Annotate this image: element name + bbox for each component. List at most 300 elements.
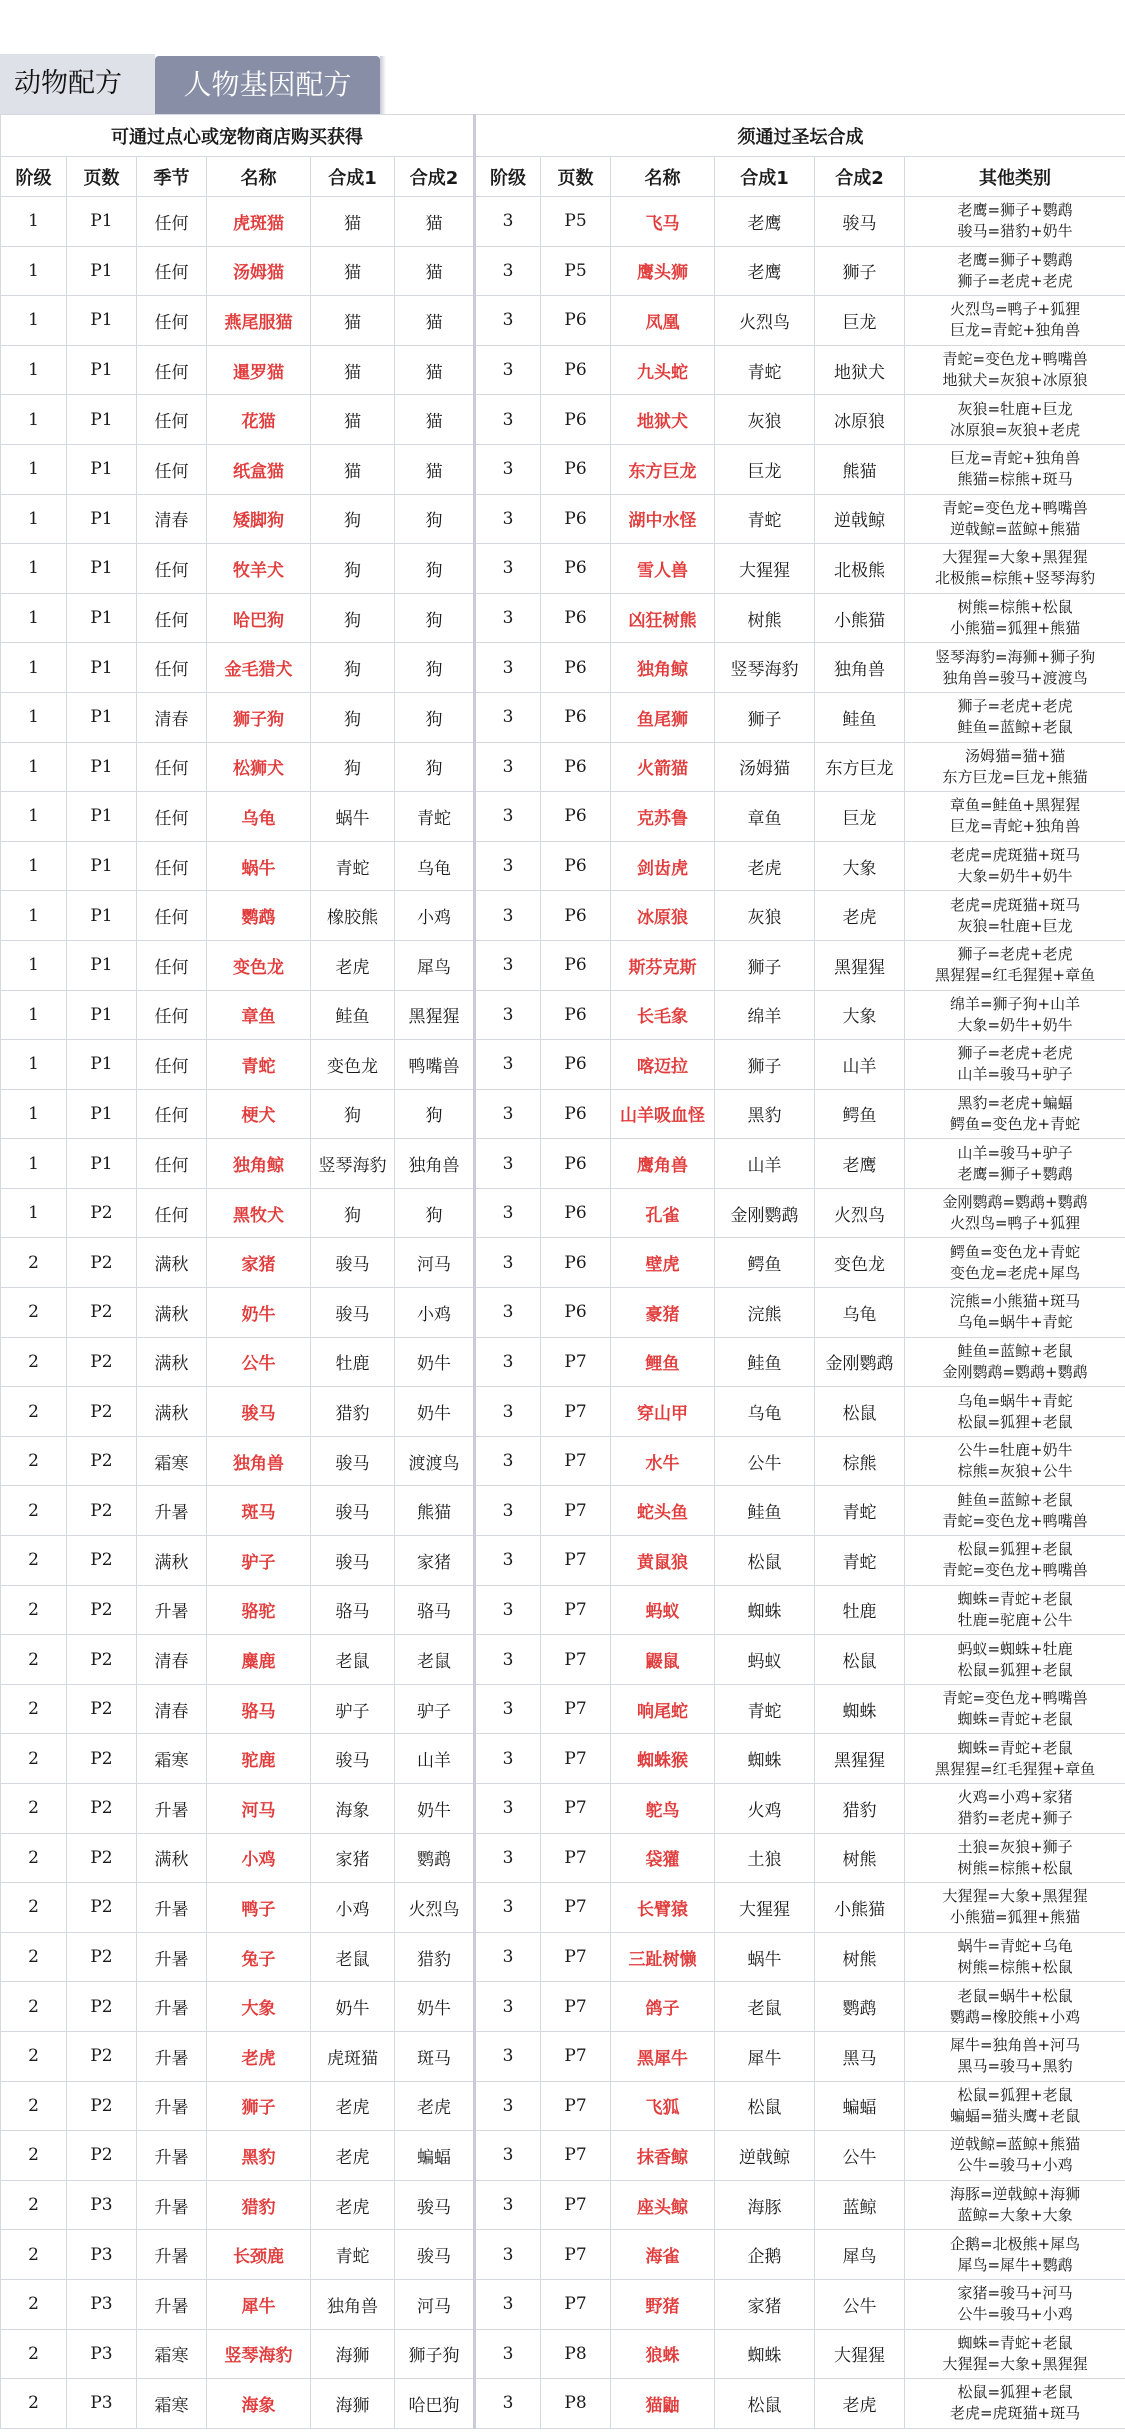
left-page: P2	[67, 1387, 137, 1437]
right-ingredient-2: 松鼠	[815, 1387, 905, 1437]
left-animal-name: 犀牛	[207, 2279, 311, 2329]
left-page: P2	[67, 1684, 137, 1734]
table-row	[1, 2379, 1125, 2429]
right-tier: 3	[475, 2180, 541, 2230]
table-row	[1, 1784, 1125, 1834]
right-animal-name: 豪猪	[611, 1288, 715, 1338]
other-recipes	[905, 1288, 1125, 1338]
left-animal-name: 松狮犬	[207, 742, 311, 792]
sub-recipe: 老鹰=狮子+鹦鹉	[957, 201, 1073, 220]
left-tier: 1	[1, 1089, 67, 1139]
left-ingredient-1: 狗	[311, 1188, 395, 1238]
left-page: P2	[67, 2031, 137, 2081]
left-tier: 1	[1, 990, 67, 1040]
right-page: P6	[541, 643, 611, 693]
sub-recipe: 公牛=牡鹿+奶牛	[957, 1441, 1073, 1460]
right-ingredient-1: 松鼠	[715, 2081, 815, 2131]
right-page: P6	[541, 1188, 611, 1238]
right-animal-name: 座头鲸	[611, 2180, 715, 2230]
left-page: P1	[67, 891, 137, 941]
right-tier: 3	[475, 2081, 541, 2131]
right-ingredient-2: 巨龙	[815, 792, 905, 842]
left-animal-name: 虎斑猫	[207, 197, 311, 247]
section-altar-synthesis: 须通过圣坛合成	[475, 115, 1125, 157]
sub-recipe: 公牛=骏马+小鸡	[957, 2305, 1073, 2324]
table-row	[1, 1288, 1125, 1338]
right-animal-name: 鱼尾狮	[611, 692, 715, 742]
right-ingredient-2: 松鼠	[815, 1635, 905, 1685]
left-tier: 2	[1, 1784, 67, 1834]
left-ingredient-1: 猫	[311, 444, 395, 494]
sub-recipe: 犀牛=独角兽+河马	[949, 2036, 1081, 2055]
sub-recipe: 蚂蚁=蜘蛛+牡鹿	[957, 1639, 1073, 1658]
left-page: P2	[67, 1486, 137, 1536]
left-ingredient-2: 小鸡	[395, 1288, 475, 1338]
right-tier: 3	[475, 345, 541, 395]
right-tier: 3	[475, 1536, 541, 1586]
left-ingredient-2: 狗	[395, 742, 475, 792]
other-recipes	[905, 692, 1125, 742]
right-tier: 3	[475, 2279, 541, 2329]
table-row	[1, 742, 1125, 792]
right-ingredient-2: 金刚鹦鹉	[815, 1337, 905, 1387]
left-tier: 2	[1, 1238, 67, 1288]
left-ingredient-2: 山羊	[395, 1734, 475, 1784]
left-season: 升暑	[137, 2081, 207, 2131]
left-page: P2	[67, 1883, 137, 1933]
left-page: P2	[67, 1734, 137, 1784]
left-page: P2	[67, 1833, 137, 1883]
sub-recipe: 青蛇=变色龙+鸭嘴兽	[942, 1561, 1088, 1580]
right-ingredient-1: 逆戟鲸	[715, 2131, 815, 2181]
table-row	[1, 2279, 1125, 2329]
right-ingredient-2: 鲑鱼	[815, 692, 905, 742]
right-ingredient-2: 青蛇	[815, 1536, 905, 1586]
left-ingredient-1: 猫	[311, 197, 395, 247]
left-season: 满秋	[137, 1337, 207, 1387]
right-ingredient-1: 松鼠	[715, 1536, 815, 1586]
sub-recipe: 青蛇=变色龙+鸭嘴兽	[942, 1511, 1088, 1530]
left-animal-name: 狮子	[207, 2081, 311, 2131]
left-tier: 1	[1, 643, 67, 693]
right-animal-name: 喀迈拉	[611, 1040, 715, 1090]
right-page: P6	[541, 395, 611, 445]
table-row	[1, 1188, 1125, 1238]
left-ingredient-2: 狗	[395, 544, 475, 594]
left-tier: 1	[1, 345, 67, 395]
sub-recipe: 小熊猫=狐狸+熊猫	[949, 1908, 1081, 1927]
left-tier: 1	[1, 395, 67, 445]
sub-recipe: 老虎=虎斑猫+斑马	[949, 2404, 1081, 2423]
left-ingredient-2: 哈巴狗	[395, 2379, 475, 2429]
right-tier: 3	[475, 1387, 541, 1437]
left-season: 任何	[137, 742, 207, 792]
sub-recipe: 蝙蝠=猫头鹰+老鼠	[949, 2106, 1081, 2125]
sub-recipe: 大猩猩=大象+黑猩猩	[942, 2354, 1088, 2373]
right-page: P6	[541, 1040, 611, 1090]
other-recipes	[905, 1536, 1125, 1586]
other-recipes	[905, 1982, 1125, 2032]
sub-recipe: 大猩猩=大象+黑猩猩	[942, 1887, 1088, 1906]
right-page: P6	[541, 1089, 611, 1139]
sub-recipe: 黑马=骏马+黑豹	[957, 2057, 1073, 2076]
right-ingredient-1: 树熊	[715, 593, 815, 643]
left-season: 任何	[137, 345, 207, 395]
table-row	[1, 1536, 1125, 1586]
left-tier: 1	[1, 940, 67, 990]
left-season: 霜寒	[137, 1436, 207, 1486]
left-season: 任何	[137, 593, 207, 643]
table-row	[1, 1486, 1125, 1536]
other-recipes	[905, 296, 1125, 346]
sub-recipe: 树熊=棕熊+松鼠	[957, 598, 1073, 617]
left-page: P1	[67, 940, 137, 990]
left-season: 任何	[137, 990, 207, 1040]
right-ingredient-2: 逆戟鲸	[815, 494, 905, 544]
right-page: P7	[541, 1635, 611, 1685]
right-page: P6	[541, 1238, 611, 1288]
right-page: P7	[541, 2180, 611, 2230]
sub-recipe: 蜘蛛=青蛇+老鼠	[957, 1738, 1073, 1757]
right-page: P7	[541, 1883, 611, 1933]
right-animal-name: 九头蛇	[611, 345, 715, 395]
sub-recipe: 金刚鹦鹉=鹦鹉+鹦鹉	[942, 1193, 1088, 1212]
header-col-page: 页数	[67, 157, 137, 197]
left-page: P2	[67, 1585, 137, 1635]
left-ingredient-2: 蝙蝠	[395, 2131, 475, 2181]
other-recipes	[905, 1932, 1125, 1982]
other-recipes	[905, 792, 1125, 842]
left-tier: 1	[1, 841, 67, 891]
right-ingredient-1: 火鸡	[715, 1784, 815, 1834]
left-ingredient-1: 老虎	[311, 2131, 395, 2181]
right-tier: 3	[475, 1040, 541, 1090]
tab-animal-recipes[interactable]: 动物配方	[0, 54, 155, 114]
table-row	[1, 643, 1125, 693]
left-ingredient-1: 猫	[311, 345, 395, 395]
right-ingredient-1: 家猪	[715, 2279, 815, 2329]
left-animal-name: 长颈鹿	[207, 2230, 311, 2280]
right-page: P7	[541, 2031, 611, 2081]
left-animal-name: 独角鲸	[207, 1139, 311, 1189]
left-season: 任何	[137, 792, 207, 842]
sub-recipe: 狮子=老虎+老虎	[957, 271, 1073, 290]
sub-recipe: 山羊=骏马+驴子	[957, 1143, 1073, 1162]
right-page: P6	[541, 891, 611, 941]
left-tier: 1	[1, 197, 67, 247]
right-ingredient-2: 犀鸟	[815, 2230, 905, 2280]
left-page: P1	[67, 742, 137, 792]
left-page: P2	[67, 1982, 137, 2032]
right-animal-name: 孔雀	[611, 1188, 715, 1238]
left-animal-name: 骆驼	[207, 1585, 311, 1635]
right-page: P6	[541, 544, 611, 594]
right-ingredient-1: 青蛇	[715, 1684, 815, 1734]
other-recipes	[905, 1337, 1125, 1387]
left-tier: 1	[1, 1188, 67, 1238]
section-purchasable: 可通过点心或宠物商店购买获得	[1, 115, 475, 157]
sub-recipe: 小熊猫=狐狸+熊猫	[949, 619, 1081, 638]
left-page: P1	[67, 841, 137, 891]
table-row	[1, 990, 1125, 1040]
right-ingredient-1: 鳄鱼	[715, 1238, 815, 1288]
right-tier: 3	[475, 296, 541, 346]
right-animal-name: 独角鲸	[611, 643, 715, 693]
right-ingredient-2: 老虎	[815, 2379, 905, 2429]
left-season: 任何	[137, 444, 207, 494]
left-ingredient-1: 变色龙	[311, 1040, 395, 1090]
other-recipes	[905, 1684, 1125, 1734]
left-ingredient-2: 奶牛	[395, 1982, 475, 2032]
header-col-ingredient-1-2: 合成1	[715, 157, 815, 197]
left-ingredient-2: 老虎	[395, 2081, 475, 2131]
left-ingredient-2: 狗	[395, 692, 475, 742]
left-ingredient-2: 奶牛	[395, 1387, 475, 1437]
right-page: P6	[541, 742, 611, 792]
right-ingredient-2: 小熊猫	[815, 1883, 905, 1933]
right-tier: 3	[475, 2230, 541, 2280]
left-ingredient-1: 骏马	[311, 1288, 395, 1338]
sub-recipe: 公牛=骏马+小鸡	[957, 2156, 1073, 2175]
header-col-other: 其他类别	[905, 157, 1125, 197]
tab-bar	[0, 0, 1125, 114]
left-ingredient-1: 家猪	[311, 1833, 395, 1883]
right-page: P7	[541, 2081, 611, 2131]
sub-recipe: 牡鹿=驼鹿+公牛	[957, 1610, 1073, 1629]
left-ingredient-1: 鲑鱼	[311, 990, 395, 1040]
right-ingredient-2: 公牛	[815, 2279, 905, 2329]
sub-recipe: 火烈鸟=鸭子+狐狸	[949, 1214, 1081, 1233]
right-ingredient-1: 竖琴海豹	[715, 643, 815, 693]
other-recipes	[905, 1139, 1125, 1189]
left-ingredient-1: 骏马	[311, 1486, 395, 1536]
sub-recipe: 大猩猩=大象+黑猩猩	[942, 548, 1088, 567]
left-tier: 1	[1, 891, 67, 941]
sub-recipe: 老鼠=蜗牛+松鼠	[957, 1986, 1073, 2005]
right-animal-name: 鲤鱼	[611, 1337, 715, 1387]
left-animal-name: 驴子	[207, 1536, 311, 1586]
left-season: 清春	[137, 1684, 207, 1734]
left-page: P1	[67, 345, 137, 395]
left-season: 清春	[137, 692, 207, 742]
left-animal-name: 竖琴海豹	[207, 2329, 311, 2379]
left-ingredient-1: 海狮	[311, 2329, 395, 2379]
right-animal-name: 冰原狼	[611, 891, 715, 941]
left-ingredient-1: 老虎	[311, 2081, 395, 2131]
left-ingredient-1: 狗	[311, 544, 395, 594]
right-page: P6	[541, 692, 611, 742]
left-ingredient-1: 狗	[311, 593, 395, 643]
sub-recipe: 老鹰=狮子+鹦鹉	[957, 1164, 1073, 1183]
left-ingredient-2: 熊猫	[395, 1486, 475, 1536]
right-tier: 3	[475, 1288, 541, 1338]
sub-recipe: 黑猩猩=红毛猩猩+章鱼	[934, 1759, 1096, 1778]
left-animal-name: 老虎	[207, 2031, 311, 2081]
right-page: P7	[541, 1932, 611, 1982]
right-page: P5	[541, 197, 611, 247]
sub-recipe: 青蛇=变色龙+鸭嘴兽	[942, 350, 1088, 369]
right-ingredient-2: 小熊猫	[815, 593, 905, 643]
left-page: P1	[67, 444, 137, 494]
right-ingredient-1: 浣熊	[715, 1288, 815, 1338]
left-ingredient-2: 老鼠	[395, 1635, 475, 1685]
left-ingredient-1: 虎斑猫	[311, 2031, 395, 2081]
left-season: 任何	[137, 643, 207, 693]
sub-recipe: 蜘蛛=青蛇+老鼠	[957, 1710, 1073, 1729]
left-page: P2	[67, 1635, 137, 1685]
sub-recipe: 黑猩猩=红毛猩猩+章鱼	[934, 966, 1096, 985]
right-animal-name: 雪人兽	[611, 544, 715, 594]
left-animal-name: 独角兽	[207, 1436, 311, 1486]
sub-recipe: 逆戟鲸=蓝鲸+熊猫	[949, 2135, 1081, 2154]
other-recipes	[905, 1486, 1125, 1536]
right-tier: 3	[475, 792, 541, 842]
left-ingredient-2: 骆马	[395, 1585, 475, 1635]
right-ingredient-2: 黑马	[815, 2031, 905, 2081]
other-recipes	[905, 395, 1125, 445]
right-animal-name: 地狱犬	[611, 395, 715, 445]
right-page: P7	[541, 1337, 611, 1387]
left-animal-name: 乌龟	[207, 792, 311, 842]
right-tier: 3	[475, 544, 541, 594]
right-animal-name: 袋獾	[611, 1833, 715, 1883]
left-ingredient-2: 猫	[395, 246, 475, 296]
right-tier: 3	[475, 1684, 541, 1734]
left-ingredient-2: 猫	[395, 345, 475, 395]
right-ingredient-2: 火烈鸟	[815, 1188, 905, 1238]
right-tier: 3	[475, 742, 541, 792]
right-tier: 3	[475, 692, 541, 742]
left-ingredient-1: 猫	[311, 395, 395, 445]
right-ingredient-2: 老虎	[815, 891, 905, 941]
right-tier: 3	[475, 1436, 541, 1486]
right-ingredient-1: 土狼	[715, 1833, 815, 1883]
left-page: P3	[67, 2279, 137, 2329]
left-ingredient-1: 驴子	[311, 1684, 395, 1734]
left-animal-name: 小鸡	[207, 1833, 311, 1883]
table-row	[1, 2180, 1125, 2230]
sub-recipe: 竖琴海豹=海狮+狮子狗	[934, 647, 1096, 666]
table-row	[1, 940, 1125, 990]
left-ingredient-2: 狗	[395, 1188, 475, 1238]
right-tier: 3	[475, 1982, 541, 2032]
right-tier: 3	[475, 1486, 541, 1536]
right-animal-name: 狼蛛	[611, 2329, 715, 2379]
right-page: P7	[541, 1486, 611, 1536]
right-ingredient-2: 大象	[815, 841, 905, 891]
right-ingredient-1: 老鹰	[715, 197, 815, 247]
left-page: P1	[67, 246, 137, 296]
left-season: 任何	[137, 395, 207, 445]
right-ingredient-1: 狮子	[715, 940, 815, 990]
right-page: P6	[541, 1139, 611, 1189]
left-ingredient-2: 狮子狗	[395, 2329, 475, 2379]
other-recipes	[905, 544, 1125, 594]
right-animal-name: 鹰头狮	[611, 246, 715, 296]
sub-recipe: 松鼠=狐狸+老鼠	[957, 1412, 1073, 1431]
sub-recipe: 蜘蛛=青蛇+老鼠	[957, 2333, 1073, 2352]
left-animal-name: 狮子狗	[207, 692, 311, 742]
other-recipes	[905, 1387, 1125, 1437]
left-page: P1	[67, 1040, 137, 1090]
left-ingredient-2: 渡渡鸟	[395, 1436, 475, 1486]
right-ingredient-2: 公牛	[815, 2131, 905, 2181]
left-season: 升暑	[137, 2131, 207, 2181]
left-page: P2	[67, 1188, 137, 1238]
left-tier: 1	[1, 444, 67, 494]
left-ingredient-2: 河马	[395, 2279, 475, 2329]
right-page: P7	[541, 1784, 611, 1834]
right-ingredient-2: 山羊	[815, 1040, 905, 1090]
right-animal-name: 火箭猫	[611, 742, 715, 792]
table-row	[1, 1684, 1125, 1734]
right-tier: 3	[475, 444, 541, 494]
sub-recipe: 灰狼=牡鹿+巨龙	[957, 399, 1073, 418]
other-recipes	[905, 940, 1125, 990]
left-tier: 2	[1, 1337, 67, 1387]
sub-recipe: 鳄鱼=变色龙+青蛇	[949, 1114, 1081, 1133]
right-tier: 3	[475, 494, 541, 544]
sub-recipe: 青蛇=变色龙+鸭嘴兽	[942, 498, 1088, 517]
right-animal-name: 斯芬克斯	[611, 940, 715, 990]
right-page: P7	[541, 1833, 611, 1883]
left-season: 霜寒	[137, 2379, 207, 2429]
right-animal-name: 凶狂树熊	[611, 593, 715, 643]
right-ingredient-1: 绵羊	[715, 990, 815, 1040]
right-ingredient-1: 黑豹	[715, 1089, 815, 1139]
left-season: 升暑	[137, 1784, 207, 1834]
right-ingredient-2: 牡鹿	[815, 1585, 905, 1635]
left-season: 满秋	[137, 1238, 207, 1288]
left-ingredient-1: 青蛇	[311, 841, 395, 891]
left-tier: 2	[1, 1734, 67, 1784]
left-ingredient-1: 橡胶熊	[311, 891, 395, 941]
sub-recipe: 巨龙=青蛇+独角兽	[949, 449, 1081, 468]
sub-recipe: 灰狼=牡鹿+巨龙	[957, 916, 1073, 935]
left-ingredient-1: 狗	[311, 742, 395, 792]
sub-recipe: 老鹰=狮子+鹦鹉	[957, 250, 1073, 269]
left-animal-name: 花猫	[207, 395, 311, 445]
table-body	[1, 197, 1125, 2429]
right-tier: 3	[475, 1932, 541, 1982]
table-row	[1, 296, 1125, 346]
right-animal-name: 克苏鲁	[611, 792, 715, 842]
right-animal-name: 长臂猿	[611, 1883, 715, 1933]
left-season: 清春	[137, 494, 207, 544]
table-row	[1, 841, 1125, 891]
right-page: P7	[541, 1734, 611, 1784]
left-animal-name: 家猪	[207, 1238, 311, 1288]
left-tier: 2	[1, 2329, 67, 2379]
right-page: P7	[541, 1684, 611, 1734]
tab-character-gene-recipes[interactable]: 人物基因配方	[155, 56, 380, 114]
other-recipes	[905, 1188, 1125, 1238]
left-ingredient-1: 骏马	[311, 1436, 395, 1486]
left-season: 霜寒	[137, 2329, 207, 2379]
header-col-ingredient-1: 合成1	[311, 157, 395, 197]
left-ingredient-2: 猫	[395, 197, 475, 247]
right-ingredient-2: 大猩猩	[815, 2329, 905, 2379]
left-tier: 2	[1, 1833, 67, 1883]
table-row	[1, 544, 1125, 594]
right-ingredient-1: 松鼠	[715, 2379, 815, 2429]
right-ingredient-1: 蜗牛	[715, 1932, 815, 1982]
left-ingredient-1: 青蛇	[311, 2230, 395, 2280]
left-ingredient-1: 狗	[311, 643, 395, 693]
right-page: P6	[541, 792, 611, 842]
right-animal-name: 蚂蚁	[611, 1585, 715, 1635]
left-ingredient-2: 火烈鸟	[395, 1883, 475, 1933]
